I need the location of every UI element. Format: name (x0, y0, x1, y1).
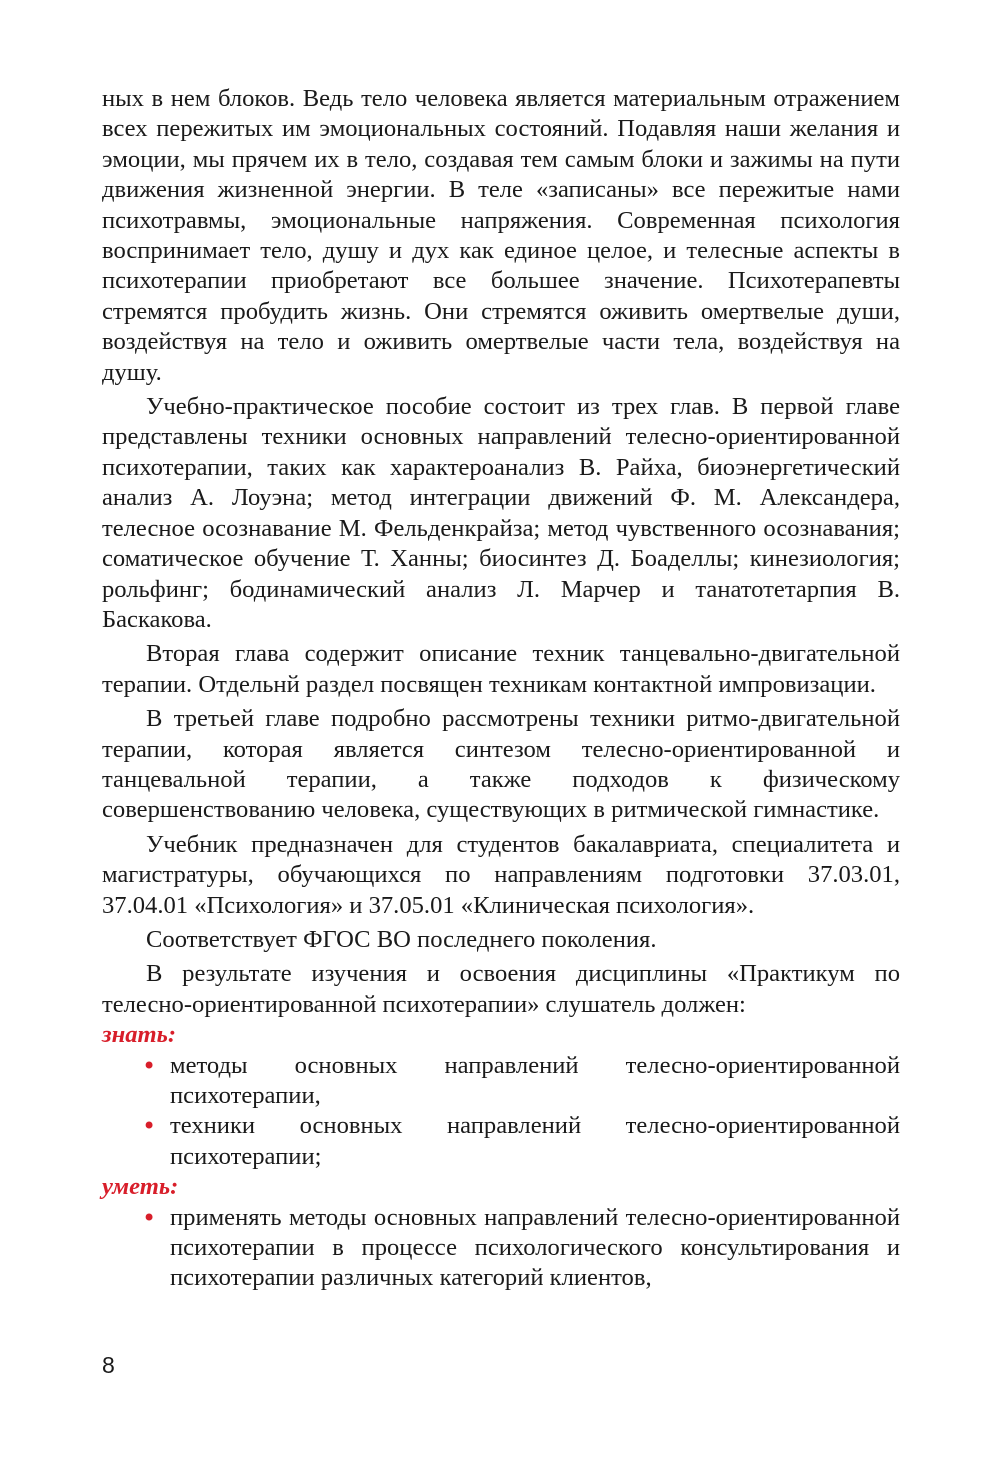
page-body (102, 84, 900, 1294)
paragraph-standard: Соответствует ФГОС ВО последнего поколения. (146, 925, 657, 953)
list-item-text: применять методы основных направлений телесно-ориентированной психотерапии в процессе психологического консультирования и психотерапии различных категорий клиентов, (170, 1203, 900, 1292)
can-heading: уметь: (102, 1173, 179, 1201)
bullet-icon: • (142, 1051, 157, 1080)
list-item-text: техники основных направлений телесно-ориентированной психотерапии; (170, 1112, 900, 1170)
list-item (102, 1203, 900, 1294)
bullet-icon: • (142, 1203, 157, 1232)
bullet-icon: • (142, 1112, 157, 1141)
know-heading: знать: (102, 1021, 177, 1049)
paragraph-chapter-two: Вторая глава содержит описание техник танцевально-двигательной терапии. Отдельнй раздел посвящен техникам контактной импровизации. (102, 640, 900, 698)
paragraph-structure: Учебно-практическое пособие состоит из трех глав. В первой главе представлены техники основных направлений телесно-ориентированной психотерапии, таких как характероанализ В. Райха, биоэнергетический анализ А. Лоуэна; метод интеграции движений Ф. М. Александера, телесное осознавание М. Фельденкрайза; метод чувственного осознавания; соматическое обучение Т. Ханны; биосинтез Д. Боаделлы; кинезиология; рольфинг; бодинамический анализ Л. Марчер и танатотетарпия В. Баскакова. (102, 393, 900, 633)
paragraph-continuation: ных в нем блоков. Ведь тело человека является материальным отражением всех пережитых им эмоциональных состояний. Подавляя наши желания и эмоции, мы прячем их в тело, создавая тем самым блоки и зажимы на пути движения жизненной энергии. В теле «записаны» все пережитые нами психотравмы, эмоциональные напряжения. Современная психология воспринимает тело, душу и дух как единое целое, и телесные аспекты в психотерапии приобретают все большее значение. Психотерапевты стремятся пробудить жизнь. Они стремятся оживить омертвелые души, воздействуя на тело и оживить омертвелые части тела, воздействуя на душу. (102, 85, 900, 386)
can-list (102, 1203, 900, 1294)
page-number: 8 (102, 1352, 115, 1378)
paragraph-chapter-three: В третьей главе подробно рассмотрены техники ритмо-двигательной терапии, которая является синтезом телесно-ориентированной и танцевальной терапии, а также подходов к физическому совершенствованию человека, существующих в ритмической гимнастике. (102, 705, 900, 824)
list-item (102, 1051, 900, 1112)
paragraph-outcomes-intro: В результате изучения и освоения дисциплины «Практикум по телесно-ориентированной психотерапии» слушатель должен: (102, 960, 900, 1018)
list-item (102, 1111, 900, 1172)
paragraph-audience: Учебник предназначен для студентов бакалавриата, специалитета и магистратуры, обучающихся по направлениям подготовки 37.03.01, 37.04.01 «Психология» и 37.05.01 «Клиническая психология». (102, 830, 900, 919)
list-item-text: методы основных направлений телесно-ориентированной психотерапии, (170, 1051, 900, 1109)
know-list (102, 1051, 900, 1173)
